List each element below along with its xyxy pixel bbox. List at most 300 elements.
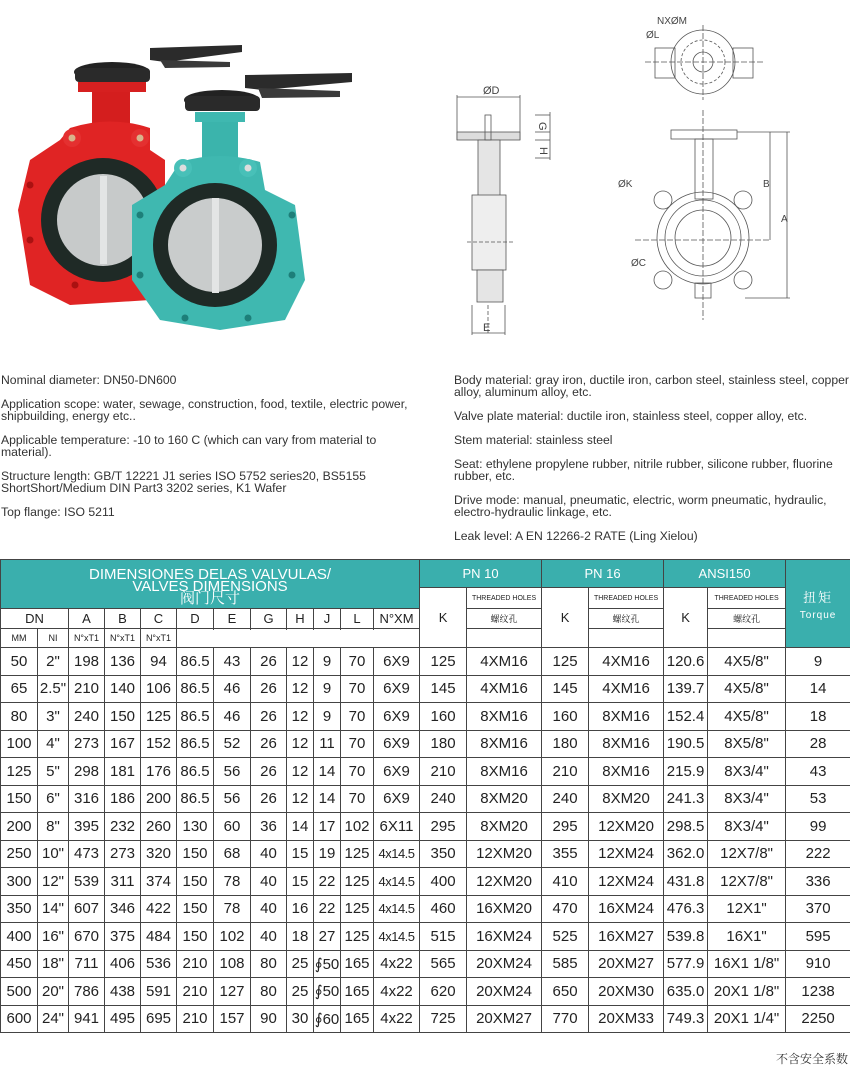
cell-a: 395	[69, 813, 105, 841]
cell-b: 140	[105, 675, 141, 703]
cell-pn10-k: 350	[420, 840, 467, 868]
cell-h: 14	[287, 813, 314, 841]
cell-pn10-k: 125	[420, 648, 467, 676]
cell-b: 311	[105, 868, 141, 896]
cell-h: 15	[287, 868, 314, 896]
cell-h: 12	[287, 785, 314, 813]
cell-h: 12	[287, 758, 314, 786]
cell-ansi-k: 431.8	[664, 868, 708, 896]
cell-d: 86.5	[177, 758, 214, 786]
table-row	[1, 703, 850, 731]
cell-e: 46	[214, 675, 251, 703]
cell-d: 86.5	[177, 730, 214, 758]
cell-ansi-k: 215.9	[664, 758, 708, 786]
cell-l: 125	[341, 840, 374, 868]
cell-dn-inch: 2"	[38, 648, 69, 676]
cell-pn10-threaded: 8XM16	[467, 703, 542, 731]
group-pn16: PN 16	[542, 560, 664, 588]
cell-nxm: 4x22	[374, 1005, 420, 1033]
col-j-header: J	[314, 609, 341, 629]
cell-pn10-threaded: 20XM24	[467, 978, 542, 1006]
cell-b: 438	[105, 978, 141, 1006]
label-h: H	[537, 147, 549, 155]
spec-top-flange: Top flange: ISO 5211	[1, 506, 421, 518]
pn10-threaded-en: THREADED HOLES	[467, 588, 542, 609]
cell-pn16-k: 125	[542, 648, 589, 676]
cell-d: 86.5	[177, 675, 214, 703]
cell-b: 346	[105, 895, 141, 923]
cell-ansi-k: 749.3	[664, 1005, 708, 1033]
cell-e: 78	[214, 895, 251, 923]
cell-pn16-threaded: 16XM27	[589, 923, 664, 951]
cell-e: 52	[214, 730, 251, 758]
torque-header	[786, 560, 850, 648]
col-l-header: L	[341, 609, 374, 629]
cell-nxm: 6X9	[374, 648, 420, 676]
cell-pn16-k: 770	[542, 1005, 589, 1033]
cell-dn-inch: 2.5"	[38, 675, 69, 703]
pn16-threaded-cn: 螺纹孔	[589, 609, 664, 629]
cell-b: 150	[105, 703, 141, 731]
dimensions-table-body	[1, 648, 850, 1033]
cell-ansi-threaded: 16X1 1/8"	[708, 950, 786, 978]
cell-l: 165	[341, 1005, 374, 1033]
table-row	[1, 813, 850, 841]
cell-pn10-k: 725	[420, 1005, 467, 1033]
cell-pn10-threaded: 8XM20	[467, 813, 542, 841]
cell-b: 495	[105, 1005, 141, 1033]
specs-right	[454, 374, 850, 554]
group-pn10: PN 10	[420, 560, 542, 588]
cell-e: 108	[214, 950, 251, 978]
top-view-drawing	[645, 25, 763, 100]
cell-dn-mm: 500	[1, 978, 38, 1006]
cell-b: 375	[105, 923, 141, 951]
cell-torque: 2250	[786, 1005, 850, 1033]
cell-nxm: 6X9	[374, 703, 420, 731]
cell-j: ∮50	[314, 950, 341, 978]
cell-pn10-k: 515	[420, 923, 467, 951]
cell-dn-mm: 350	[1, 895, 38, 923]
cell-dn-mm: 400	[1, 923, 38, 951]
table-title-en: VALVES DIMENSIONS	[1, 581, 419, 593]
cell-g: 26	[251, 785, 287, 813]
dn-ni-header: NI	[38, 629, 69, 648]
cell-pn10-threaded: 12XM20	[467, 840, 542, 868]
teal-valve-image	[132, 73, 352, 330]
cell-j: 19	[314, 840, 341, 868]
cell-a: 240	[69, 703, 105, 731]
cell-pn16-threaded: 12XM20	[589, 813, 664, 841]
col-b-header: B	[105, 609, 141, 629]
cell-torque: 222	[786, 840, 850, 868]
cell-e: 127	[214, 978, 251, 1006]
cell-c: 260	[141, 813, 177, 841]
cell-d: 86.5	[177, 785, 214, 813]
col-e-header: E	[214, 609, 251, 629]
col-h-header: H	[287, 609, 314, 629]
cell-nxm: 4x14.5	[374, 923, 420, 951]
cell-a: 273	[69, 730, 105, 758]
cell-ansi-threaded: 4X5/8"	[708, 675, 786, 703]
cell-pn16-k: 650	[542, 978, 589, 1006]
spec-leak-level: Leak level: A EN 12266-2 RATE (Ling Xielou)	[454, 530, 850, 542]
cell-dn-mm: 100	[1, 730, 38, 758]
cell-dn-inch: 10"	[38, 840, 69, 868]
cell-torque: 336	[786, 868, 850, 896]
front-view-drawing	[635, 110, 790, 320]
table-title-cell	[1, 560, 420, 609]
cell-g: 26	[251, 648, 287, 676]
cell-dn-mm: 80	[1, 703, 38, 731]
cell-nxm: 6X9	[374, 785, 420, 813]
cell-pn16-k: 470	[542, 895, 589, 923]
cell-d: 150	[177, 868, 214, 896]
cell-c: 200	[141, 785, 177, 813]
col-g-header: G	[251, 609, 287, 629]
cell-j: 9	[314, 675, 341, 703]
cell-j: 22	[314, 895, 341, 923]
cell-pn16-threaded: 12XM24	[589, 840, 664, 868]
cell-g: 40	[251, 840, 287, 868]
cell-h: 12	[287, 730, 314, 758]
cell-c: 106	[141, 675, 177, 703]
cell-e: 56	[214, 758, 251, 786]
cell-a: 473	[69, 840, 105, 868]
spec-temperature: Applicable temperature: -10 to 160 C (which can vary from material to material).	[1, 434, 421, 458]
cell-pn16-threaded: 8XM20	[589, 785, 664, 813]
cell-dn-inch: 20"	[38, 978, 69, 1006]
cell-torque: 370	[786, 895, 850, 923]
cell-j: 14	[314, 785, 341, 813]
label-g: G	[536, 122, 548, 131]
cell-ansi-threaded: 8X3/4"	[708, 813, 786, 841]
cell-pn16-k: 525	[542, 923, 589, 951]
cell-pn16-k: 410	[542, 868, 589, 896]
cell-torque: 1238	[786, 978, 850, 1006]
dn-mm-header: MM	[1, 629, 38, 648]
cell-pn10-k: 240	[420, 785, 467, 813]
cell-l: 125	[341, 923, 374, 951]
spec-body-material: Body material: gray iron, ductile iron, carbon steel, stainless steel, copper alloy, aluminum alloy, etc.	[454, 374, 850, 398]
cell-j: 17	[314, 813, 341, 841]
cell-l: 70	[341, 648, 374, 676]
cell-d: 86.5	[177, 703, 214, 731]
cell-e: 78	[214, 868, 251, 896]
cell-j: 14	[314, 758, 341, 786]
cell-dn-mm: 450	[1, 950, 38, 978]
cell-a: 786	[69, 978, 105, 1006]
cell-dn-mm: 250	[1, 840, 38, 868]
cell-l: 70	[341, 758, 374, 786]
cell-pn16-threaded: 8XM16	[589, 703, 664, 731]
specs-left	[1, 374, 421, 530]
dn-header: DN	[1, 609, 69, 629]
cell-d: 150	[177, 923, 214, 951]
cell-dn-mm: 150	[1, 785, 38, 813]
cell-d: 150	[177, 840, 214, 868]
cell-ansi-k: 577.9	[664, 950, 708, 978]
label-a: A	[781, 214, 788, 225]
cell-pn10-threaded: 16XM24	[467, 923, 542, 951]
cell-c: 152	[141, 730, 177, 758]
cell-g: 36	[251, 813, 287, 841]
cell-e: 43	[214, 648, 251, 676]
cell-ansi-threaded: 16X1"	[708, 923, 786, 951]
table-row	[1, 785, 850, 813]
cell-pn10-k: 210	[420, 758, 467, 786]
cell-nxm: 6X9	[374, 675, 420, 703]
cell-pn16-threaded: 16XM24	[589, 895, 664, 923]
spec-structure-length: Structure length: GB/T 12221 J1 series ISO 5752 series20, BS5155 ShortShort/Medium DIN Part3 3202 series, K1 Wafer	[1, 470, 421, 494]
technical-drawing	[445, 0, 850, 345]
cell-g: 40	[251, 895, 287, 923]
cell-d: 210	[177, 950, 214, 978]
cell-ansi-threaded: 4X5/8"	[708, 648, 786, 676]
cell-a: 198	[69, 648, 105, 676]
cell-pn16-threaded: 12XM24	[589, 868, 664, 896]
table-row	[1, 648, 850, 676]
cell-nxm: 4x22	[374, 978, 420, 1006]
cell-d: 86.5	[177, 648, 214, 676]
ansi-threaded-en: THREADED HOLES	[708, 588, 786, 609]
cell-dn-inch: 3"	[38, 703, 69, 731]
cell-pn16-k: 240	[542, 785, 589, 813]
cell-j: ∮60	[314, 1005, 341, 1033]
cell-d: 130	[177, 813, 214, 841]
cell-d: 210	[177, 978, 214, 1006]
cell-ansi-k: 635.0	[664, 978, 708, 1006]
table-row	[1, 923, 850, 951]
table-title-cn: 阀门尺寸	[1, 593, 419, 605]
cell-dn-inch: 6"	[38, 785, 69, 813]
cell-b: 232	[105, 813, 141, 841]
cell-g: 26	[251, 703, 287, 731]
cell-pn10-k: 620	[420, 978, 467, 1006]
cell-dn-inch: 16"	[38, 923, 69, 951]
cell-dn-inch: 4"	[38, 730, 69, 758]
cell-pn10-threaded: 12XM20	[467, 868, 542, 896]
cell-b: 167	[105, 730, 141, 758]
cell-pn16-threaded: 8XM16	[589, 758, 664, 786]
table-row	[1, 895, 850, 923]
group-ansi150: ANSI150	[664, 560, 786, 588]
cell-torque: 9	[786, 648, 850, 676]
cell-j: 22	[314, 868, 341, 896]
cell-ansi-k: 139.7	[664, 675, 708, 703]
cell-c: 422	[141, 895, 177, 923]
product-photo	[0, 30, 360, 340]
table-row	[1, 840, 850, 868]
cell-dn-mm: 600	[1, 1005, 38, 1033]
cell-a: 539	[69, 868, 105, 896]
ansi-threaded-cn: 螺纹孔	[708, 609, 786, 629]
label-d: ØD	[483, 85, 500, 97]
cell-pn16-threaded: 8XM16	[589, 730, 664, 758]
cell-nxm: 6X11	[374, 813, 420, 841]
cell-dn-mm: 300	[1, 868, 38, 896]
cell-h: 25	[287, 978, 314, 1006]
cell-h: 12	[287, 675, 314, 703]
cell-dn-inch: 24"	[38, 1005, 69, 1033]
footnote-no-safety-factor: 不含安全系数	[776, 1050, 848, 1067]
cell-b: 186	[105, 785, 141, 813]
table-title-es: DIMENSIONES DELAS VALVULAS/	[1, 569, 419, 581]
cell-c: 536	[141, 950, 177, 978]
label-nxm: NXØM	[657, 16, 687, 27]
cell-pn16-k: 180	[542, 730, 589, 758]
cell-pn10-k: 400	[420, 868, 467, 896]
cell-c: 374	[141, 868, 177, 896]
cell-pn16-k: 160	[542, 703, 589, 731]
cell-pn16-k: 295	[542, 813, 589, 841]
cell-dn-inch: 5"	[38, 758, 69, 786]
cell-ansi-threaded: 8X5/8"	[708, 730, 786, 758]
cell-g: 80	[251, 978, 287, 1006]
cell-pn16-threaded: 20XM30	[589, 978, 664, 1006]
cell-ansi-k: 241.3	[664, 785, 708, 813]
spec-seat: Seat: ethylene propylene rubber, nitrile rubber, silicone rubber, fluorine rubber, etc.	[454, 458, 850, 482]
cell-torque: 28	[786, 730, 850, 758]
cell-l: 70	[341, 730, 374, 758]
cell-c: 591	[141, 978, 177, 1006]
cell-j: 9	[314, 703, 341, 731]
cell-pn10-threaded: 20XM27	[467, 1005, 542, 1033]
cell-c: 125	[141, 703, 177, 731]
cell-ansi-threaded: 8X3/4"	[708, 758, 786, 786]
cell-nxm: 4x14.5	[374, 840, 420, 868]
cell-l: 125	[341, 868, 374, 896]
cell-j: 27	[314, 923, 341, 951]
cell-j: 9	[314, 648, 341, 676]
cell-pn16-threaded: 20XM27	[589, 950, 664, 978]
col-d-header: D	[177, 609, 214, 629]
cell-pn10-k: 160	[420, 703, 467, 731]
cell-torque: 43	[786, 758, 850, 786]
cell-torque: 99	[786, 813, 850, 841]
cell-pn16-threaded: 20XM33	[589, 1005, 664, 1033]
cell-ansi-k: 539.8	[664, 923, 708, 951]
cell-l: 102	[341, 813, 374, 841]
cell-dn-inch: 14"	[38, 895, 69, 923]
cell-ansi-threaded: 8X3/4"	[708, 785, 786, 813]
cell-l: 125	[341, 895, 374, 923]
cell-nxm: 4x14.5	[374, 868, 420, 896]
cell-ansi-threaded: 20X1 1/8"	[708, 978, 786, 1006]
cell-a: 210	[69, 675, 105, 703]
col-c-header: C	[141, 609, 177, 629]
spec-stem-material: Stem material: stainless steel	[454, 434, 850, 446]
cell-pn10-k: 460	[420, 895, 467, 923]
cell-pn16-k: 210	[542, 758, 589, 786]
cell-e: 102	[214, 923, 251, 951]
cell-pn16-threaded: 4XM16	[589, 648, 664, 676]
cell-pn10-threaded: 4XM16	[467, 675, 542, 703]
col-a-header: A	[69, 609, 105, 629]
cell-e: 60	[214, 813, 251, 841]
cell-dn-mm: 50	[1, 648, 38, 676]
cell-pn16-k: 585	[542, 950, 589, 978]
pn16-k-header: K	[542, 588, 589, 648]
cell-ansi-k: 476.3	[664, 895, 708, 923]
pn10-threaded-cn: 螺纹孔	[467, 609, 542, 629]
cell-b: 136	[105, 648, 141, 676]
cell-h: 25	[287, 950, 314, 978]
cell-torque: 18	[786, 703, 850, 731]
cell-ansi-k: 362.0	[664, 840, 708, 868]
cell-d: 210	[177, 1005, 214, 1033]
cell-pn10-threaded: 8XM16	[467, 730, 542, 758]
cell-dn-mm: 65	[1, 675, 38, 703]
cell-l: 70	[341, 675, 374, 703]
cell-pn10-threaded: 8XM16	[467, 758, 542, 786]
cell-e: 157	[214, 1005, 251, 1033]
cell-a: 941	[69, 1005, 105, 1033]
cell-ansi-threaded: 12X1"	[708, 895, 786, 923]
cell-b: 181	[105, 758, 141, 786]
cell-pn10-k: 295	[420, 813, 467, 841]
pn16-threaded-en: THREADED HOLES	[589, 588, 664, 609]
spec-application-scope: Application scope: water, sewage, construction, food, textile, electric power, shipbuilding, energy etc..	[1, 398, 421, 422]
cell-torque: 53	[786, 785, 850, 813]
cell-ansi-threaded: 12X7/8"	[708, 840, 786, 868]
cell-a: 607	[69, 895, 105, 923]
spec-valve-plate-material: Valve plate material: ductile iron, stainless steel, copper alloy, etc.	[454, 410, 850, 422]
cell-h: 16	[287, 895, 314, 923]
cell-torque: 910	[786, 950, 850, 978]
cell-pn16-k: 145	[542, 675, 589, 703]
cell-dn-inch: 8"	[38, 813, 69, 841]
pn16-nxt1: N°xT1	[105, 629, 141, 648]
torque-header-cn: 扭矩	[786, 587, 850, 606]
table-row	[1, 758, 850, 786]
cell-g: 26	[251, 730, 287, 758]
cell-b: 406	[105, 950, 141, 978]
dimensions-table	[0, 559, 850, 1033]
cell-h: 15	[287, 840, 314, 868]
cell-a: 670	[69, 923, 105, 951]
cell-torque: 595	[786, 923, 850, 951]
cell-ansi-k: 120.6	[664, 648, 708, 676]
cell-nxm: 6X9	[374, 758, 420, 786]
cell-d: 150	[177, 895, 214, 923]
cell-torque: 14	[786, 675, 850, 703]
cell-g: 26	[251, 675, 287, 703]
cell-dn-mm: 125	[1, 758, 38, 786]
cell-l: 70	[341, 703, 374, 731]
torque-header-en: Torque	[786, 610, 850, 621]
cell-g: 40	[251, 923, 287, 951]
cell-pn10-k: 565	[420, 950, 467, 978]
cell-j: ∮50	[314, 978, 341, 1006]
cell-nxm: 6X9	[374, 730, 420, 758]
cell-ansi-k: 190.5	[664, 730, 708, 758]
cell-pn10-threaded: 4XM16	[467, 648, 542, 676]
ansi-nxt1: N°xT1	[141, 629, 177, 648]
table-row	[1, 675, 850, 703]
cell-e: 68	[214, 840, 251, 868]
cell-pn10-k: 145	[420, 675, 467, 703]
spec-drive-mode: Drive mode: manual, pneumatic, electric, worm pneumatic, hydraulic, electro-hydraulic linkage, etc.	[454, 494, 850, 518]
cell-c: 94	[141, 648, 177, 676]
side-view-drawing	[457, 95, 550, 335]
cell-nxm: 4x14.5	[374, 895, 420, 923]
cell-dn-inch: 18"	[38, 950, 69, 978]
cell-a: 316	[69, 785, 105, 813]
cell-pn16-k: 355	[542, 840, 589, 868]
cell-ansi-threaded: 20X1 1/4"	[708, 1005, 786, 1033]
cell-l: 70	[341, 785, 374, 813]
